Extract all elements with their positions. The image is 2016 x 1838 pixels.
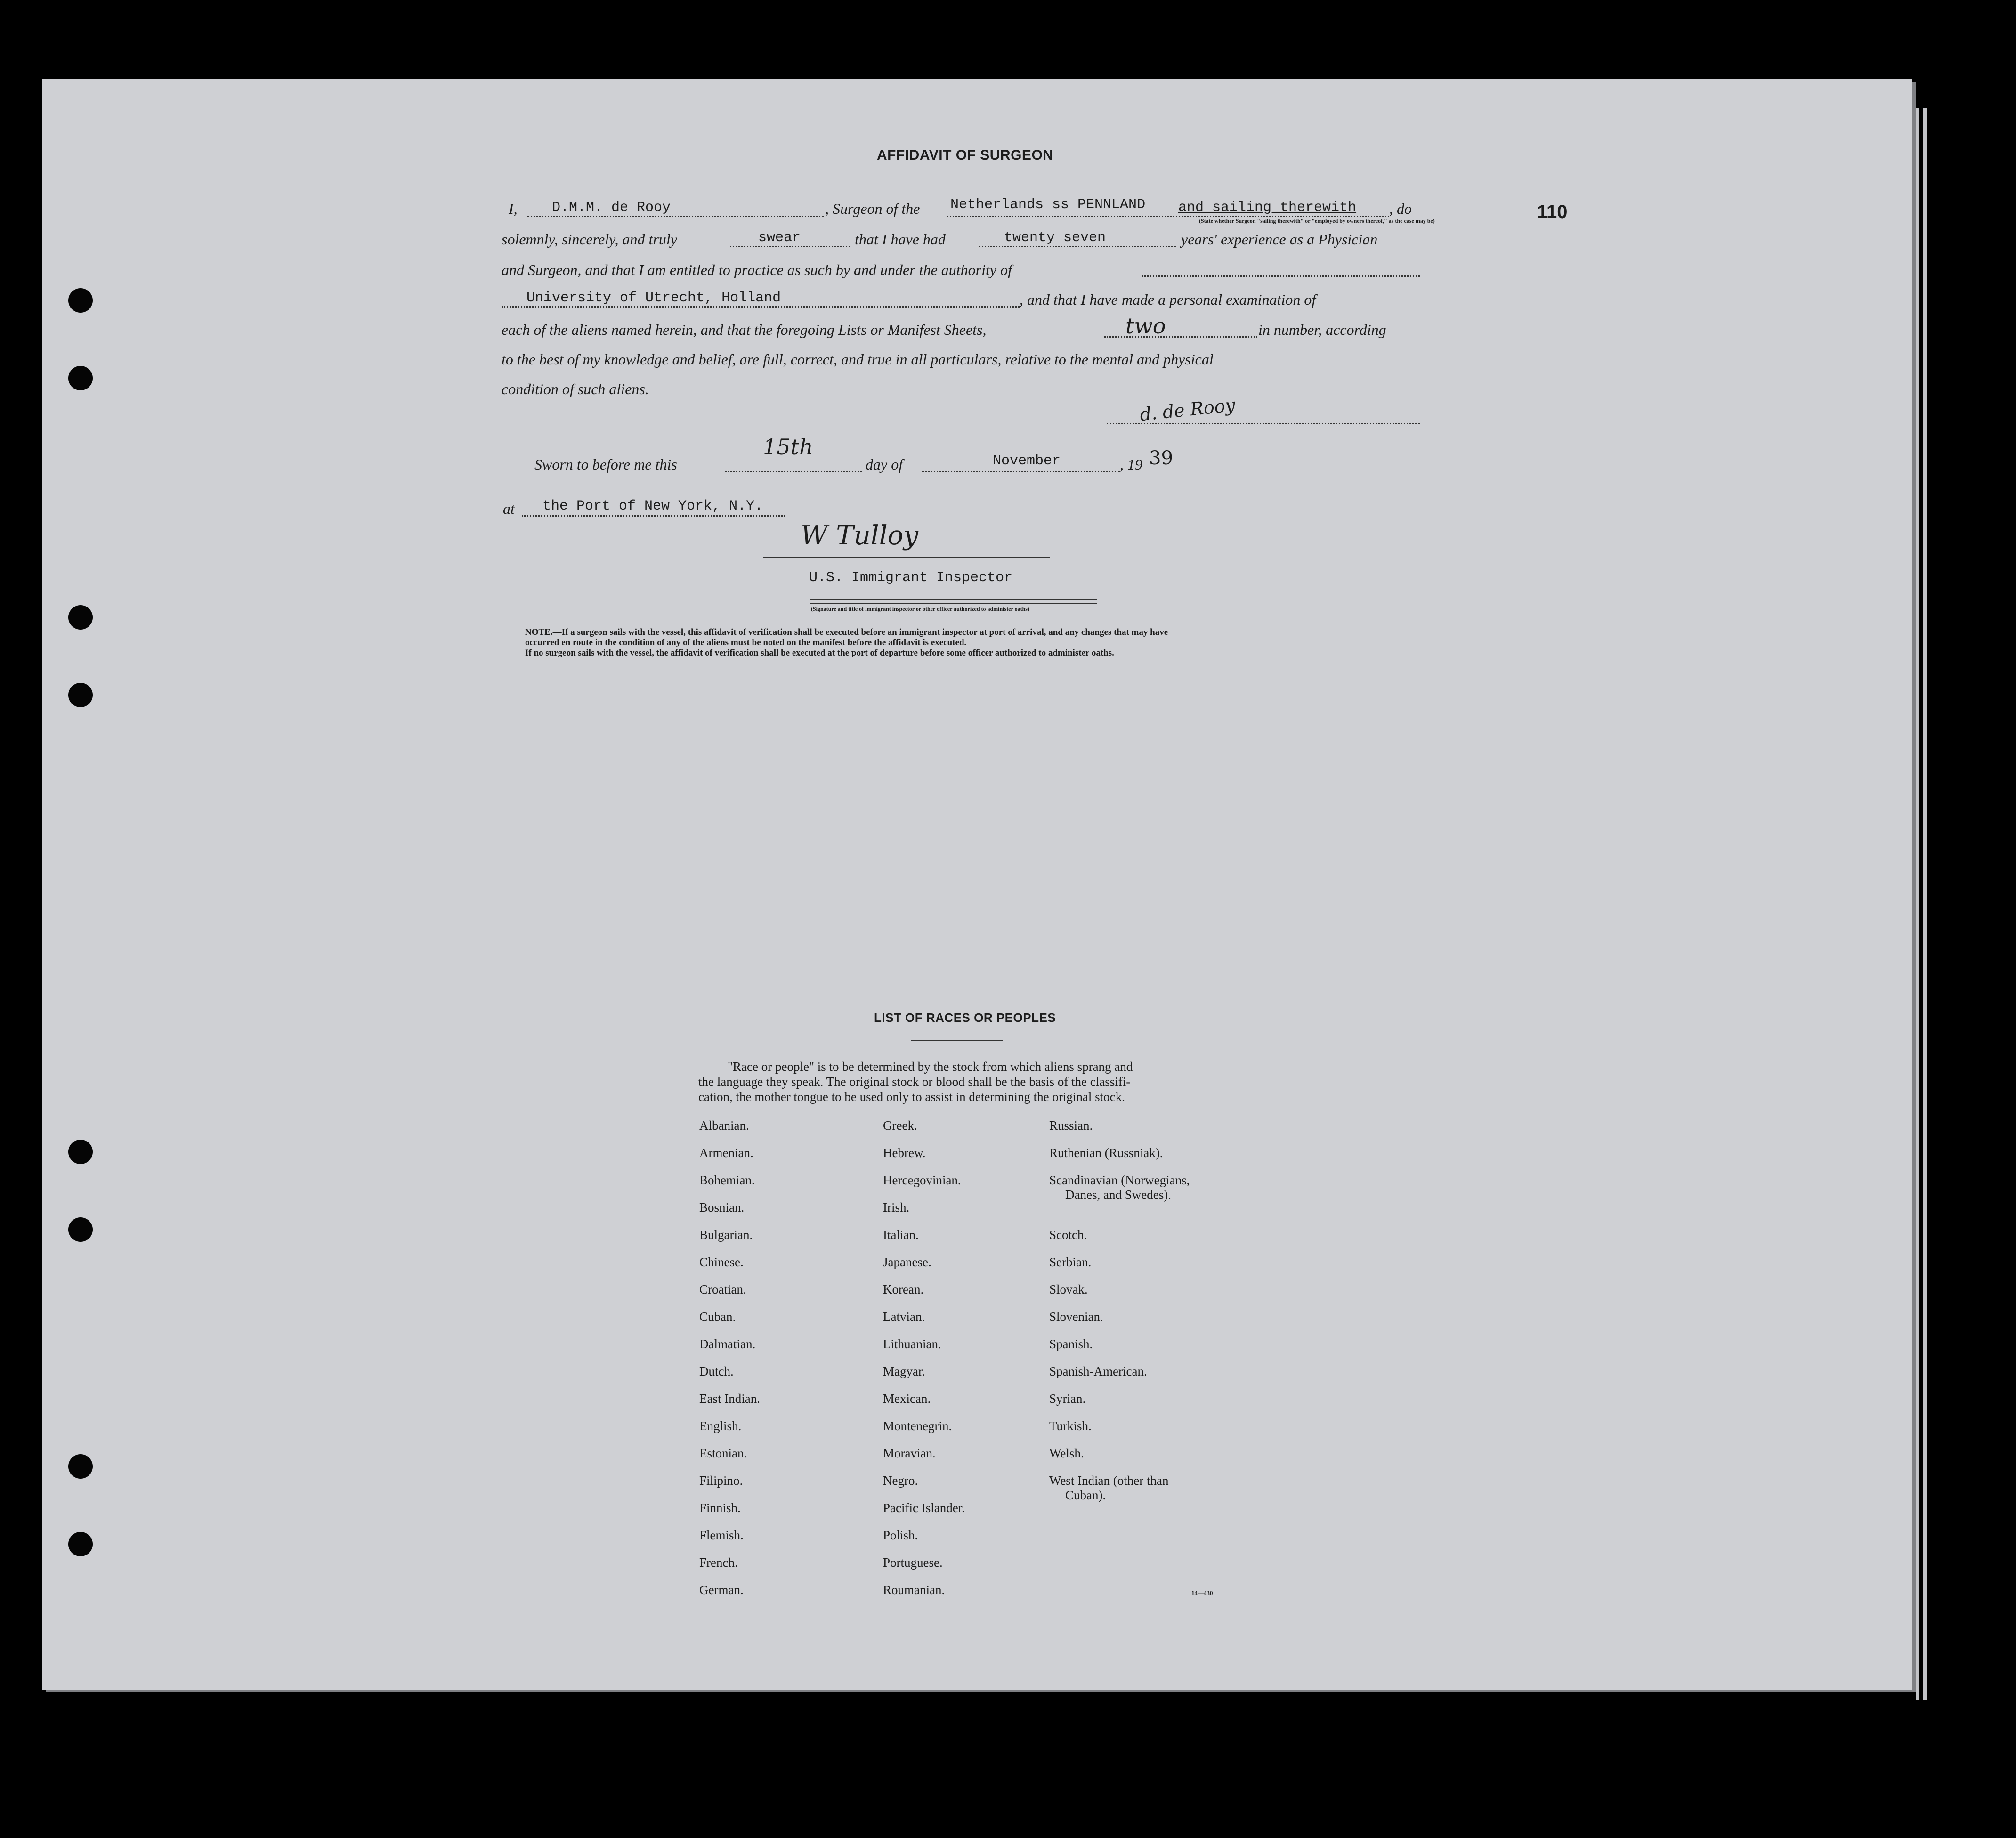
affidavit-line1-prefix: I, bbox=[509, 200, 518, 217]
race-item: Dalmatian. bbox=[699, 1337, 756, 1351]
race-item: East Indian. bbox=[699, 1392, 760, 1406]
surgeon-status: and sailing therewith bbox=[1178, 200, 1357, 216]
race-item: Cuban). bbox=[1065, 1488, 1106, 1502]
race-item: Spanish-American. bbox=[1049, 1364, 1147, 1378]
race-item: Estonian. bbox=[699, 1446, 747, 1460]
binder-hole bbox=[68, 683, 93, 707]
affidavit-line3: and Surgeon, and that I am entitled to practice as such by and under the authority of bbox=[502, 261, 1012, 278]
race-item: Finnish. bbox=[699, 1501, 741, 1515]
race-item: Ruthenian (Russniak). bbox=[1049, 1146, 1163, 1160]
page-edge bbox=[1923, 108, 1927, 1700]
dotted-line bbox=[979, 246, 1176, 247]
race-item: West Indian (other than bbox=[1049, 1474, 1169, 1488]
dotted-line bbox=[730, 246, 850, 247]
race-item: Albanian. bbox=[699, 1118, 749, 1133]
title-rule bbox=[810, 603, 1097, 604]
race-item: Serbian. bbox=[1049, 1255, 1092, 1269]
port-of-arrival: the Port of New York, N.Y. bbox=[542, 498, 763, 514]
race-item: Flemish. bbox=[699, 1528, 744, 1542]
races-title-rule bbox=[911, 1040, 1003, 1041]
race-item: Welsh. bbox=[1049, 1446, 1084, 1460]
status-note: (State whether Surgeon "sailing therewith" or "employed by owners thereof," as the case may be) bbox=[1199, 218, 1435, 224]
race-item: Portuguese. bbox=[883, 1555, 943, 1570]
race-item: Hercegovinian. bbox=[883, 1173, 961, 1187]
race-item: Lithuanian. bbox=[883, 1337, 941, 1351]
binder-hole bbox=[68, 1140, 93, 1164]
title-rule bbox=[810, 599, 1097, 600]
race-item: Bohemian. bbox=[699, 1173, 755, 1187]
sworn-mid: day of bbox=[866, 456, 903, 473]
signature-line bbox=[1107, 423, 1420, 424]
affidavit-line4-suffix: , and that I have made a personal examination of bbox=[1020, 291, 1316, 308]
races-intro-line3: cation, the mother tongue to be used only to assist in determining the original stock. bbox=[698, 1090, 1125, 1104]
race-item: Latvian. bbox=[883, 1310, 925, 1324]
licensing-authority: University of Utrecht, Holland bbox=[526, 290, 781, 306]
note-line1: NOTE.—If a surgeon sails with the vessel, this affidavit of verification shall be executed before an immigrant inspector at port of arrival, and any changes that may have bbox=[525, 627, 1168, 637]
dotted-line bbox=[725, 471, 862, 472]
race-item: Mexican. bbox=[883, 1392, 931, 1406]
sworn-day: 15th bbox=[763, 434, 813, 460]
signature-rule bbox=[763, 557, 1050, 558]
binder-hole bbox=[68, 1454, 93, 1479]
binder-hole bbox=[68, 288, 93, 313]
dotted-line bbox=[947, 216, 1389, 217]
race-item: Bosnian. bbox=[699, 1200, 745, 1215]
race-item: Dutch. bbox=[699, 1364, 734, 1378]
races-intro-line1: "Race or people" is to be determined by the stock from which aliens sprang and bbox=[728, 1060, 1133, 1074]
affidavit-line1-mid: , Surgeon of the bbox=[825, 200, 920, 217]
dotted-line bbox=[502, 306, 1020, 308]
vessel-name: Netherlands ss PENNLAND bbox=[950, 197, 1146, 213]
race-item: Bulgarian. bbox=[699, 1228, 753, 1242]
binder-hole bbox=[68, 366, 93, 390]
race-item: Japanese. bbox=[883, 1255, 931, 1269]
inspector-title: U.S. Immigrant Inspector bbox=[809, 570, 1013, 586]
races-title: LIST OF RACES OR PEOPLES bbox=[874, 1011, 1056, 1025]
race-item: Scandinavian (Norwegians, bbox=[1049, 1173, 1190, 1187]
race-item: Montenegrin. bbox=[883, 1419, 952, 1433]
form-number: 14—430 bbox=[1191, 1589, 1213, 1596]
surgeon-name: D.M.M. de Rooy bbox=[552, 200, 671, 216]
race-item: Hebrew. bbox=[883, 1146, 926, 1160]
manifest-sheet-count: two bbox=[1125, 313, 1166, 339]
race-item: Russian. bbox=[1049, 1118, 1093, 1133]
note-line2: occurred en route in the condition of any of the aliens must be noted on the manifest before the affidavit is executed. bbox=[525, 638, 967, 648]
years-experience: twenty seven bbox=[1004, 230, 1106, 246]
affidavit-line2-prefix: solemnly, sincerely, and truly bbox=[502, 231, 677, 248]
sworn-year-prefix: , 19 bbox=[1120, 456, 1142, 473]
race-item: Croatian. bbox=[699, 1282, 746, 1296]
at-prefix: at bbox=[503, 500, 515, 517]
dotted-line bbox=[522, 515, 785, 517]
affidavit-line1-suffix: , do bbox=[1389, 200, 1412, 217]
race-item: Korean. bbox=[883, 1282, 924, 1296]
surgeon-signature: d. de Rooy bbox=[1139, 394, 1236, 425]
affidavit-line7: condition of such aliens. bbox=[502, 381, 649, 397]
race-item: Irish. bbox=[883, 1200, 910, 1215]
race-item: Italian. bbox=[883, 1228, 919, 1242]
binder-hole bbox=[68, 1532, 93, 1556]
race-item: Roumanian. bbox=[883, 1583, 945, 1597]
race-item: Magyar. bbox=[883, 1364, 925, 1378]
race-item: Polish. bbox=[883, 1528, 918, 1542]
race-item: German. bbox=[699, 1583, 744, 1597]
race-item: Syrian. bbox=[1049, 1392, 1086, 1406]
race-item: Negro. bbox=[883, 1474, 918, 1488]
sworn-year: 39 bbox=[1149, 447, 1173, 469]
sworn-prefix: Sworn to before me this bbox=[534, 456, 677, 473]
races-intro-line2: the language they speak. The original stock or blood shall be the basis of the classifi- bbox=[698, 1075, 1131, 1089]
dotted-line bbox=[527, 216, 824, 217]
binder-hole bbox=[68, 605, 93, 630]
affidavit-line6: to the best of my knowledge and belief, are full, correct, and true in all particulars, relative to the mental and physical bbox=[502, 351, 1214, 368]
note-line3: If no surgeon sails with the vessel, the affidavit of verification shall be executed at the port of departure before some officer authorized to administer oaths. bbox=[525, 648, 1114, 658]
race-item: Armenian. bbox=[699, 1146, 753, 1160]
race-item: Chinese. bbox=[699, 1255, 744, 1269]
race-item: Pacific Islander. bbox=[883, 1501, 965, 1515]
page-edge bbox=[1916, 108, 1919, 1700]
inspector-signature: W Tulloy bbox=[801, 520, 918, 551]
race-item: Greek. bbox=[883, 1118, 917, 1133]
race-item: Cuban. bbox=[699, 1310, 736, 1324]
race-item: English. bbox=[699, 1419, 742, 1433]
sworn-month: November bbox=[993, 453, 1061, 469]
affidavit-line5-suffix: in number, according bbox=[1258, 321, 1386, 338]
race-item: French. bbox=[699, 1555, 738, 1570]
dotted-line bbox=[922, 471, 1120, 472]
race-item: Moravian. bbox=[883, 1446, 936, 1460]
affidavit-title: AFFIDAVIT OF SURGEON bbox=[877, 147, 1053, 163]
race-item: Filipino. bbox=[699, 1474, 743, 1488]
affidavit-line5-prefix: each of the aliens named herein, and that the foregoing Lists or Manifest Sheets, bbox=[502, 321, 987, 338]
race-item: Slovenian. bbox=[1049, 1310, 1103, 1324]
dotted-line bbox=[1142, 275, 1420, 277]
race-item: Slovak. bbox=[1049, 1282, 1088, 1296]
race-item: Turkish. bbox=[1049, 1419, 1092, 1433]
page-number-stamp: 110 bbox=[1537, 202, 1568, 222]
signature-caption: (Signature and title of immigrant inspector or other officer authorized to administer oaths) bbox=[811, 606, 1029, 612]
affidavit-line2-mid: that I have had bbox=[855, 231, 946, 248]
race-item: Spanish. bbox=[1049, 1337, 1093, 1351]
affidavit-line2-suffix: years' experience as a Physician bbox=[1181, 231, 1378, 248]
race-item: Danes, and Swedes). bbox=[1065, 1188, 1171, 1202]
binder-hole bbox=[68, 1217, 93, 1242]
document-page bbox=[42, 79, 1912, 1690]
race-item: Scotch. bbox=[1049, 1228, 1087, 1242]
oath-type: swear bbox=[758, 230, 801, 246]
